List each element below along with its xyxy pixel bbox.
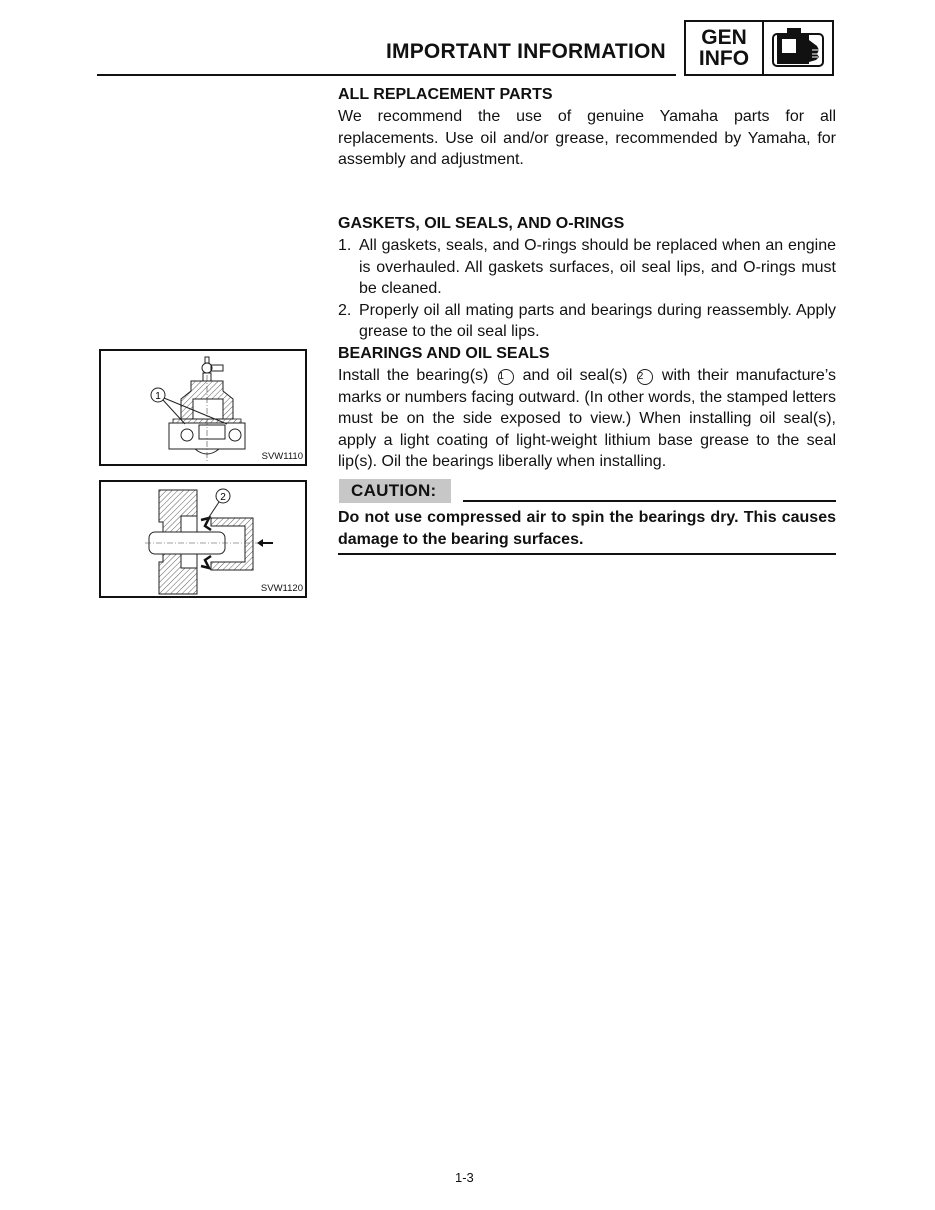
section-heading: ALL REPLACEMENT PARTS — [338, 86, 553, 103]
page-title: IMPORTANT INFORMATION — [386, 40, 666, 63]
header-rule — [97, 74, 676, 76]
section-badge-text — [686, 22, 764, 74]
section-heading: BEARINGS AND OIL SEALS — [338, 345, 550, 362]
section-body — [338, 365, 836, 473]
section-gaskets — [338, 213, 836, 343]
list-item-text: All gaskets, seals, and O-rings should be replaced when an engine is overhauled. All gaskets surfaces, oil seal lips, and O-rings must be cleaned. — [359, 237, 836, 297]
section-bearings — [338, 343, 836, 473]
callout-ref-1: 1 — [498, 369, 514, 385]
oil-seal-diagram-icon — [101, 482, 305, 596]
caution-label: CAUTION: — [339, 479, 451, 503]
list-item — [338, 235, 836, 300]
figure-callout: 1 — [155, 391, 161, 402]
caution-rule-top — [463, 500, 836, 502]
list-item — [338, 300, 836, 343]
figure-code: SVW1110 — [261, 451, 303, 462]
gasket-instructions-list — [338, 235, 836, 343]
caution-text: Do not use compressed air to spin the bearings dry. This causes damage to the bearing surfaces. — [338, 509, 836, 548]
figure-oil-seal — [99, 480, 307, 598]
badge-line-2: INFO — [698, 47, 750, 70]
section-replacement-parts — [338, 84, 836, 171]
page-number: 1-3 — [455, 1170, 474, 1185]
callout-ref-2: 2 — [637, 369, 653, 385]
figure-code: SVW1120 — [260, 583, 303, 594]
section-badge — [684, 20, 834, 76]
body-text: with their manufacture’s marks or numbers facing outward. (In other words, the stamped letters must be on the side exposed to view.) When installing oil seal(s), apply a light coating of light-weight lithium base grease to the seal lip(s). Oil the bearings liberally when installing. — [338, 367, 836, 470]
section-body: We recommend the use of genuine Yamaha parts for all replacements. Use oil and/or grease, recommended by Yamaha, for assembly and adjustment. — [338, 108, 836, 168]
manual-book-hand-icon — [764, 22, 832, 74]
list-item-number: 1. — [338, 237, 352, 254]
section-heading: GASKETS, OIL SEALS, AND O-RINGS — [338, 215, 625, 232]
list-item-number: 2. — [338, 301, 352, 319]
body-text: Install the bearing(s) — [338, 367, 489, 384]
figure-callout: 2 — [220, 492, 226, 503]
badge-line-1: GEN — [701, 26, 747, 49]
body-text: and oil seal(s) — [522, 367, 628, 384]
bearing-diagram-icon — [101, 351, 305, 464]
list-item-text: Properly oil all mating parts and bearings during reassembly. Apply grease to the oil seal lips. — [359, 301, 836, 340]
caution-rule-bottom — [338, 553, 836, 555]
figure-bearing — [99, 349, 307, 466]
